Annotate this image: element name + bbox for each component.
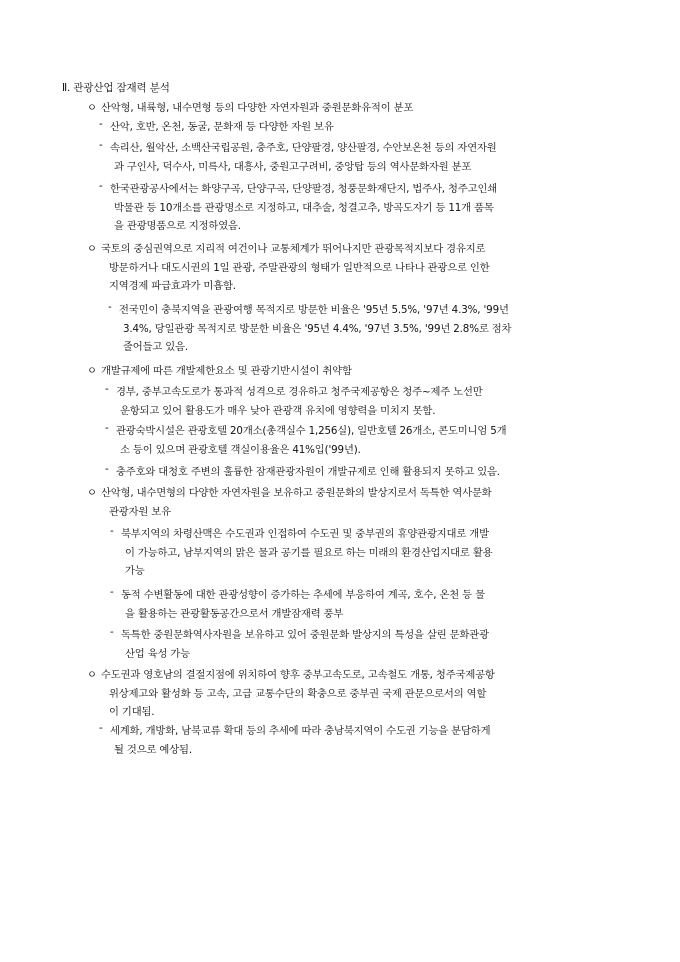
bullet-line: 개발규제에 따른 개발제한요소 및 관광기반시설이 취약함 [101, 365, 352, 377]
sub-line: 줄어들고 있음. [123, 341, 189, 353]
sub-line: 산악, 호반, 온천, 동굴, 문화재 등 다양한 자원 보유 [110, 121, 334, 133]
sub-line: 3.4%, 당일관광 목적지로 방문한 비율은 '95년 4.4%, '97년 3.5%, '99년 2.8%로 점차 [123, 322, 512, 335]
sub-line: 을 관광명품으로 지정하였음. [114, 220, 241, 232]
dash-marker: - [99, 722, 103, 734]
dash-marker: - [99, 118, 103, 130]
bullet-line: 위상제고와 활성화 등 고속, 고급 교통수단의 확충으로 중부권 국제 관문으로서의 역할 [109, 687, 487, 700]
bullet-marker: ㅇ [87, 243, 97, 255]
sub-line: 전국민이 충북지역을 관광여행 목적지로 방문한 비율은 '95년 5.5%, '97년 4.3%, '99년 [119, 304, 509, 316]
sub-line: 소 등이 있으며 관광호텔 객실이용율은 41%입('99년). [120, 443, 361, 456]
sub-line: 독특한 중원문화역사자원을 보유하고 있어 중원문화 발상지의 특성을 살린 문화관광 [121, 629, 489, 641]
sub-line: 산업 육성 가능 [125, 647, 191, 660]
bullet-line: 지역경제 파급효과가 미흡함. [109, 280, 236, 292]
sub-line: 운항되고 있어 활용도가 매우 낮아 관광객 유치에 영향력을 미치지 못함. [120, 404, 436, 417]
sub-line: 될 것으로 예상됨. [114, 743, 192, 756]
sub-line: 한국관광공사에서는 화양구곡, 단양구곡, 단양팔경, 청풍문화재단지, 법주사, 청주고인쇄 [110, 183, 498, 195]
dash-marker: - [99, 139, 103, 151]
bullet-line: 관광자원 보유 [109, 505, 171, 518]
bullet-marker: ㅇ [87, 102, 97, 114]
sub-line: 관광숙박시설은 관광호텔 20개소(총객실수 1,256실), 일반호텔 26개소, 콘도미니엄 5개 [116, 425, 507, 437]
section-title: Ⅱ. 관광산업 잠재력 분석 [62, 82, 170, 94]
sub-line: 을 활용하는 관광활동공간으로서 개발잠재력 풍부 [125, 607, 344, 620]
dash-marker: - [110, 525, 114, 537]
dash-marker: - [110, 586, 114, 598]
sub-line: 경부, 중부고속도로가 통과적 성격으로 경유하고 청주국제공항은 청주~제주 노선만 [116, 386, 483, 398]
bullet-marker: ㅇ [87, 365, 97, 377]
dash-marker: - [105, 463, 109, 475]
dash-marker: - [105, 422, 109, 434]
sub-line: 동적 수변활동에 대한 관광성향이 증가하는 추세에 부응하여 계곡, 호수, 온천 등 물 [121, 589, 485, 601]
bullet-line: 이 기대됨. [109, 706, 155, 718]
sub-line: 가능 [125, 565, 145, 577]
sub-line: 박물관 등 10개소를 관광명소로 지정하고, 대추술, 청결고추, 방곡도자기 등 11개 품목 [114, 201, 494, 214]
bullet-line: 수도권과 영호남의 결절지점에 위치하여 향후 중부고속도로, 고속철도 개통, 청주국제공항 [101, 669, 495, 681]
bullet-marker: ㅇ [87, 487, 97, 499]
sub-line: 과 구인사, 덕수사, 미륵사, 대흥사, 중원고구려비, 중앙탑 등의 역사문화자원 분포 [114, 160, 472, 173]
dash-marker: - [99, 180, 103, 192]
bullet-line: 산악형, 내수면형의 다양한 자연자원을 보유하고 중원문화의 발상지로서 독특한 역사문화 [101, 487, 492, 499]
bullet-line: 국토의 중심권역으로 지리적 여건이나 교통체계가 뛰어나지만 관광목적지보다 경유지로 [101, 243, 486, 255]
sub-line: 세계화, 개방화, 남북교류 확대 등의 추세에 따라 충남북지역이 수도권 기능을 분담하게 [110, 725, 491, 737]
sub-line: 북부지역의 차령산맥은 수도권과 인접하여 수도권 및 중부권의 휴양관광지대로 개발 [121, 528, 489, 540]
dash-marker: - [110, 626, 114, 638]
bullet-marker: ㅇ [87, 669, 97, 681]
sub-line: 속리산, 월악산, 소백산국립공원, 충주호, 단양팔경, 양산팔경, 수안보온천 등의 자연자원 [110, 142, 497, 154]
bullet-line: 방문하거나 대도시권의 1일 관광, 주말관광의 형태가 일반적으로 나타나 관광으로 인한 [109, 261, 490, 274]
bullet-line: 산악형, 내륙형, 내수면형 등의 다양한 자연자원과 중원문화유적이 분포 [101, 102, 414, 114]
sub-line: 이 가능하고, 남부지역의 맑은 물과 공기를 필요로 하는 미래의 환경산업지대로 활용 [125, 546, 493, 559]
dash-marker: - [105, 383, 109, 395]
sub-line: 충주호와 대청호 주변의 훌륭한 잠재관광자원이 개발규제로 인해 활용되지 못하고 있음. [116, 466, 500, 478]
dash-marker: - [108, 301, 112, 313]
